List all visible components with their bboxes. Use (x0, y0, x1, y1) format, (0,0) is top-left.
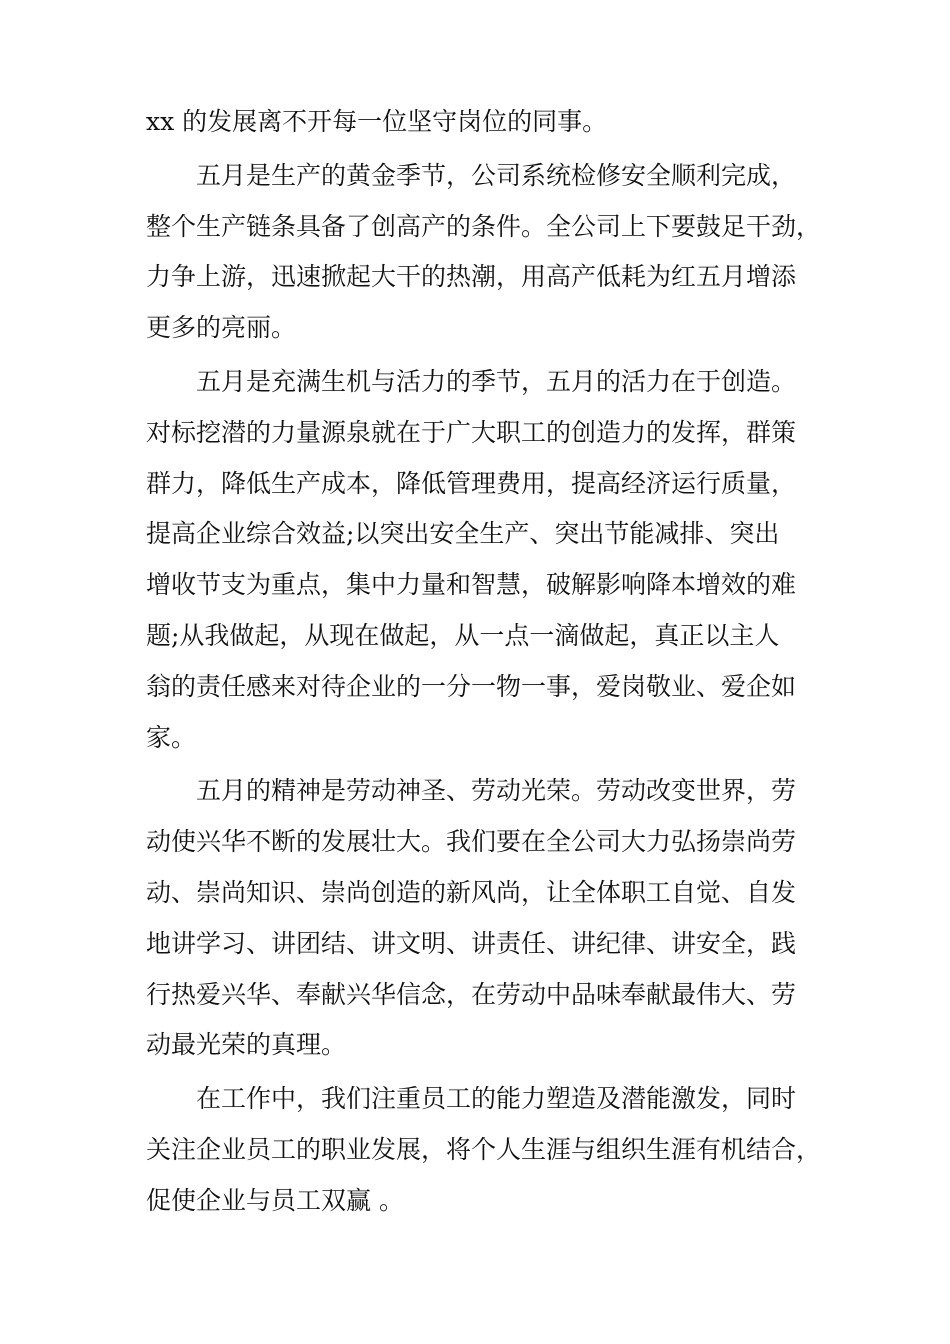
text-line: 关注企业员工的职业发展，将个人生涯与组织生涯有机结合， (146, 1134, 822, 1164)
body-text (146, 97, 822, 1230)
text-line: 动、崇尚知识、崇尚创造的新风尚，让全体职工自觉、自发 (146, 877, 797, 907)
text-line: 地讲学习、讲团结、讲文明、讲责任、讲纪律、讲安全，践 (146, 928, 797, 958)
text-line: 增收节支为重点，集中力量和智慧，破解影响降本增效的难 (146, 570, 797, 600)
text-line: 翁的责任感来对待企业的一分一物一事，爱岗敬业、爱企如 (146, 671, 797, 701)
text-line: 题;从我做起，从现在做起，从一点一滴做起，真正以主人 (146, 620, 780, 650)
text-line: 整个生产链条具备了创高产的条件。全公司上下要鼓足干劲， (146, 211, 822, 241)
text-line: 更多的亮丽。 (146, 313, 297, 343)
text-line: 群力，降低生产成本，降低管理费用，提高经济运行质量， (146, 468, 797, 498)
text-line: 在工作中，我们注重员工的能力塑造及潜能激发，同时 (196, 1084, 797, 1114)
text-line: 动最光荣的真理。 (146, 1030, 347, 1060)
text-line: 五月是充满生机与活力的季节，五月的活力在于创造。 (196, 366, 797, 396)
text-line: 提高企业综合效益;以突出安全生产、突出节能减排、突出 (146, 519, 780, 549)
text-line: 促使企业与员工双赢 。 (146, 1185, 404, 1215)
text-line: 行热爱兴华、奉献兴华信念，在劳动中品味奉献最伟大、劳 (146, 979, 797, 1009)
text-line: 对标挖潜的力量源泉就在于广大职工的创造力的发挥，群策 (146, 417, 797, 447)
text-line: 家。 (146, 722, 197, 752)
text-line: 力争上游，迅速掀起大干的热潮，用高产低耗为红五月增添 (146, 262, 797, 292)
text-line: 五月的精神是劳动神圣、劳动光荣。劳动改变世界，劳 (196, 776, 797, 806)
text-line: 五月是生产的黄金季节，公司系统检修安全顺利完成， (196, 160, 797, 190)
text-line: xx 的发展离不开每一位坚守岗位的同事。 (146, 107, 608, 136)
text-line: 动使兴华不断的发展壮大。我们要在全公司大力弘扬崇尚劳 (146, 827, 797, 857)
